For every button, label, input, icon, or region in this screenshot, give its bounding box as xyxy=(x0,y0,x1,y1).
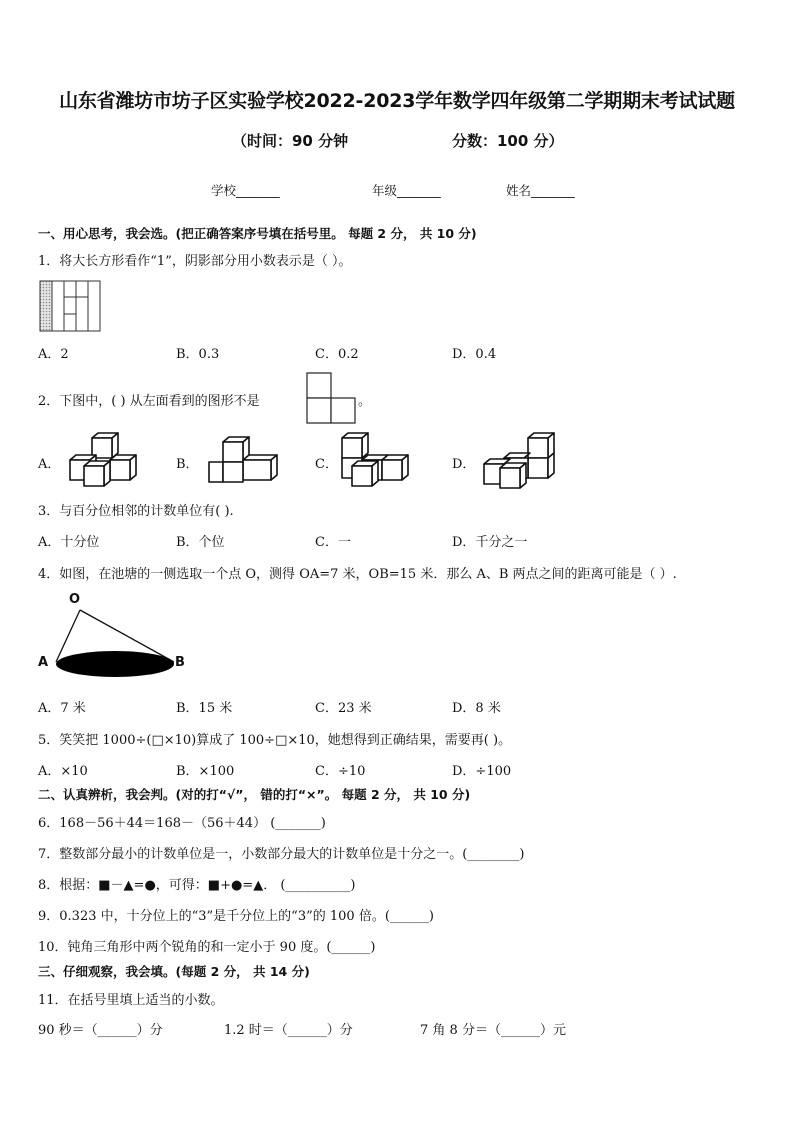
question-3: 3．与百分位相邻的计数单位有( ). xyxy=(38,504,234,519)
point-o-label: O xyxy=(69,592,81,607)
fill-blank-1: 90 秒＝（______）分 xyxy=(38,1023,163,1038)
name-field: 姓名_______ xyxy=(506,183,575,198)
section-1-heading: 一、用心思考，我会选。(把正确答案序号填在括号里。 每题 2 分， 共 10 分) xyxy=(38,226,477,241)
question-2: 2．下图中，( ) 从左面看到的图形不是 xyxy=(38,394,260,409)
q4-option-d: D．8 米 xyxy=(452,701,501,716)
q2-option-a: A． xyxy=(38,457,61,472)
cube-figure-b xyxy=(205,434,281,486)
exam-score: 分数：100 分） xyxy=(452,132,564,150)
q4-option-b: B．15 米 xyxy=(176,701,233,716)
q3-option-c: C．一 xyxy=(315,535,351,550)
q4-option-c: C．23 米 xyxy=(315,701,372,716)
question-1: 1．将大长方形看作“1”，阴影部分用小数表示是（ ）。 xyxy=(38,254,352,269)
school-field: 学校_______ xyxy=(211,183,280,198)
fill-blank-2: 1.2 时＝（______）分 xyxy=(224,1023,353,1038)
q1-option-a: A．2 xyxy=(38,347,69,362)
grade-field: 年级_______ xyxy=(372,183,441,198)
question-2-end: 。 xyxy=(358,394,372,409)
question-10: 10．钝角三角形中两个锐角的和一定小于 90 度。(______) xyxy=(38,940,376,955)
cube-figure-a xyxy=(66,430,142,488)
exam-time: （时间：90 分钟 xyxy=(232,132,349,150)
point-a-label: A xyxy=(38,655,49,670)
q1-option-b: B．0.3 xyxy=(176,347,220,362)
q5-option-a: A．×10 xyxy=(38,764,88,779)
question-5: 5．笑笑把 1000÷(□×10)算成了 100÷□×10，她想得到正确结果，需要再( )。 xyxy=(38,733,512,748)
pond-figure xyxy=(36,590,196,680)
q3-option-a: A．十分位 xyxy=(38,535,100,550)
q1-option-d: D．0.4 xyxy=(452,347,497,362)
question-11: 11．在括号里填上适当的小数。 xyxy=(38,993,224,1008)
q2-option-c: C． xyxy=(315,457,338,472)
q5-option-b: B．×100 xyxy=(176,764,235,779)
q4-option-a: A．7 米 xyxy=(38,701,86,716)
question-8: 8．根据：■－▲=●，可得：■+●=▲． (__________) xyxy=(38,878,356,893)
cube-figure-d xyxy=(480,430,560,488)
page-title: 山东省潍坊市坊子区实验学校2022-2023学年数学四年级第二学期期末考试试题 xyxy=(59,90,735,112)
question-9: 9．0.323 中，十分位上的“3”是千分位上的“3”的 100 倍。(______) xyxy=(38,909,434,924)
q3-option-d: D．千分之一 xyxy=(452,535,528,550)
q2-option-d: D． xyxy=(452,457,476,472)
left-view-figure xyxy=(306,372,356,424)
section-2-heading: 二、认真辨析，我会判。(对的打“√”， 错的打“×”。 每题 2 分， 共 10 分) xyxy=(38,787,471,802)
q3-option-b: B．个位 xyxy=(176,535,225,550)
q1-option-c: C．0.2 xyxy=(315,347,359,362)
q5-option-c: C．÷10 xyxy=(315,764,366,779)
fill-blank-3: 7 角 8 分＝（______）元 xyxy=(420,1023,566,1038)
rectangle-figure xyxy=(39,280,101,332)
q5-option-d: D．÷100 xyxy=(452,764,512,779)
question-6: 6．168－56＋44＝168－（56＋44） (_______) xyxy=(38,816,326,831)
q2-option-b: B． xyxy=(176,457,199,472)
question-7: 7．整数部分最小的计数单位是一，小数部分最大的计数单位是十分之一。(________) xyxy=(38,847,525,862)
section-3-heading: 三、仔细观察，我会填。(每题 2 分， 共 14 分) xyxy=(38,964,310,979)
cube-figure-c xyxy=(338,430,416,488)
point-b-label: B xyxy=(175,655,185,670)
question-4: 4．如图，在池塘的一侧选取一个点 O，测得 OA=7 米，OB=15 米．那么 A、B 两点之间的距离可能是（ ）. xyxy=(38,567,677,582)
